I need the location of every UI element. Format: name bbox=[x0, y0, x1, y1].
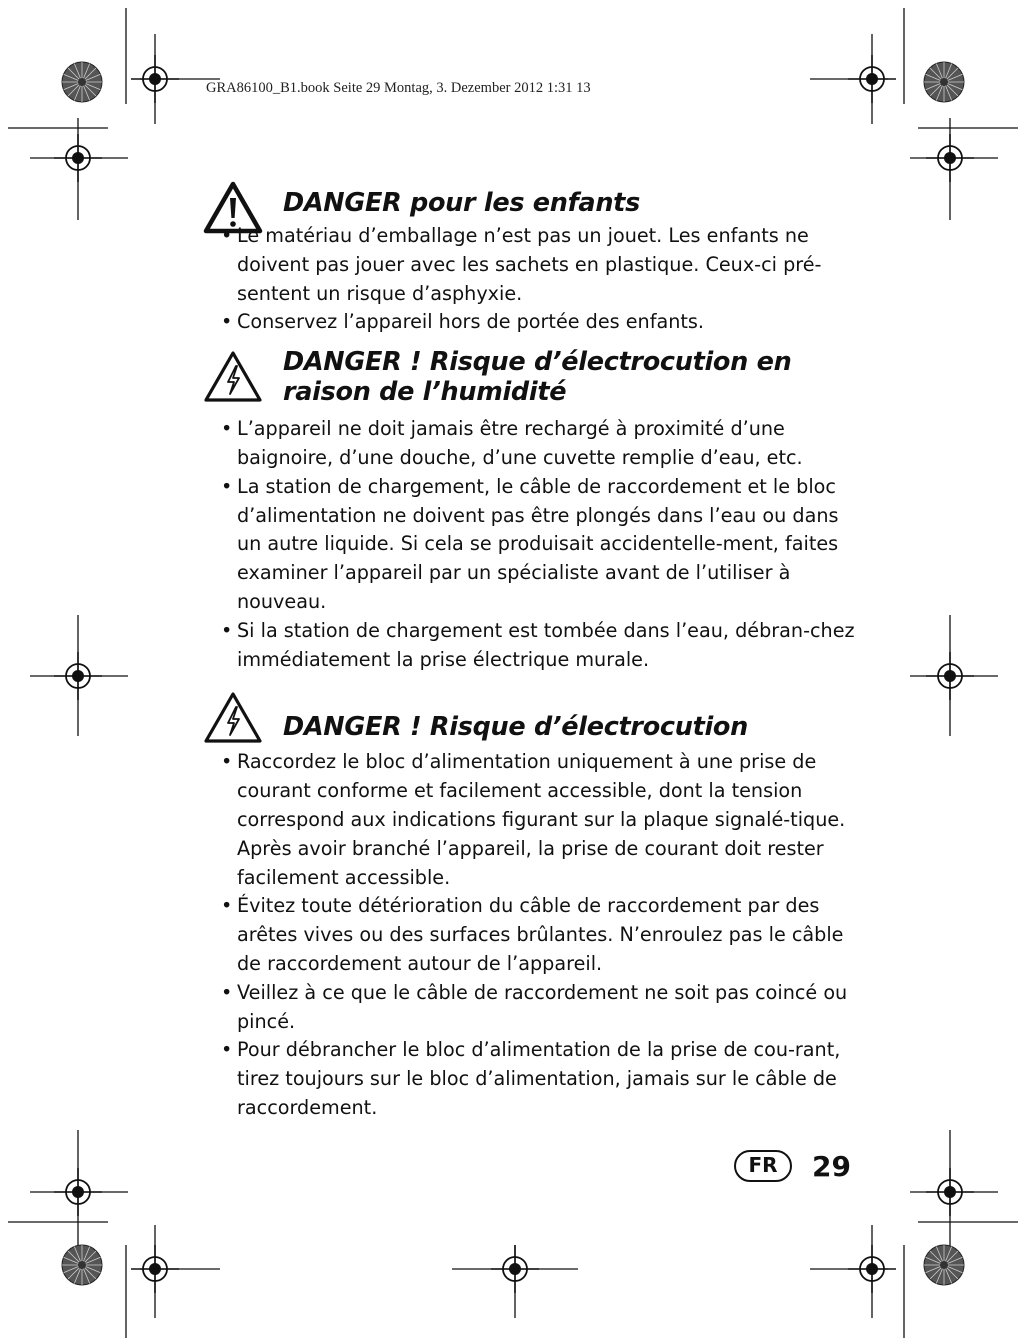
print-slug-line: GRA86100_B1.book Seite 29 Montag, 3. Dezember 2012 1:31 13 bbox=[206, 80, 591, 96]
section-title: DANGER ! Risque d’électrocution en raison de l’humidité bbox=[283, 347, 792, 408]
section-title: DANGER ! Risque d’électrocution bbox=[283, 712, 748, 743]
list-item: • Conservez l’appareil hors de portée des enfants. bbox=[198, 308, 858, 337]
bullet-list bbox=[198, 415, 858, 674]
warning-triangle-electric-icon bbox=[202, 690, 264, 745]
warning-triangle-electric-icon bbox=[202, 349, 264, 404]
danger-humidity-section bbox=[198, 347, 858, 674]
section-heading bbox=[198, 347, 858, 407]
bullet-list bbox=[198, 222, 858, 337]
danger-electrocution-section bbox=[198, 712, 858, 1122]
list-item: • La station de chargement, le câble de raccordement et le bloc d’alimentation ne doivent pas être plongés dans l’eau ou dans un autre liquide. Si cela se produisait accidentelle-ment, faites examiner l’appareil par un spécialiste avant de l’utiliser à nouveau. bbox=[198, 473, 858, 617]
section-heading bbox=[198, 712, 858, 742]
list-item: • Raccordez le bloc d’alimentation uniquement à une prise de courant conforme et facilement accessible, dont la tension correspond aux indications figurant sur la plaque signalé-tique. Après avoir branché l’appareil, la prise de courant doit rester facilement accessible. bbox=[198, 748, 858, 892]
list-item: • Si la station de chargement est tombée dans l’eau, débran-chez immédiatement la prise électrique murale. bbox=[198, 617, 858, 675]
list-item: • Évitez toute détérioration du câble de raccordement par des arêtes vives ou des surfaces brûlantes. N’enroulez pas le câble de raccordement autour de l’appareil. bbox=[198, 892, 858, 978]
language-badge: FR bbox=[734, 1150, 792, 1182]
page-number: 29 bbox=[812, 1150, 851, 1183]
list-item: • Veillez à ce que le câble de raccordement ne soit pas coincé ou pincé. bbox=[198, 979, 858, 1037]
list-item: • L’appareil ne doit jamais être rechargé à proximité d’une baignoire, d’une douche, d’une cuvette remplie d’eau, etc. bbox=[198, 415, 858, 473]
section-title: DANGER pour les enfants bbox=[283, 188, 640, 218]
danger-children-section bbox=[198, 188, 858, 337]
list-item: • Pour débrancher le bloc d’alimentation de la prise de cou-rant, tirez toujours sur le bloc d’alimentation, jamais sur le câble de raccordement. bbox=[198, 1036, 858, 1122]
safety-instructions bbox=[198, 188, 858, 1123]
list-item: • Le matériau d’emballage n’est pas un jouet. Les enfants ne doivent pas jouer avec les sachets en plastique. Ceux-ci pré-sentent un risque d’asphyxie. bbox=[198, 222, 858, 308]
section-heading bbox=[198, 188, 858, 218]
bullet-list bbox=[198, 748, 858, 1122]
